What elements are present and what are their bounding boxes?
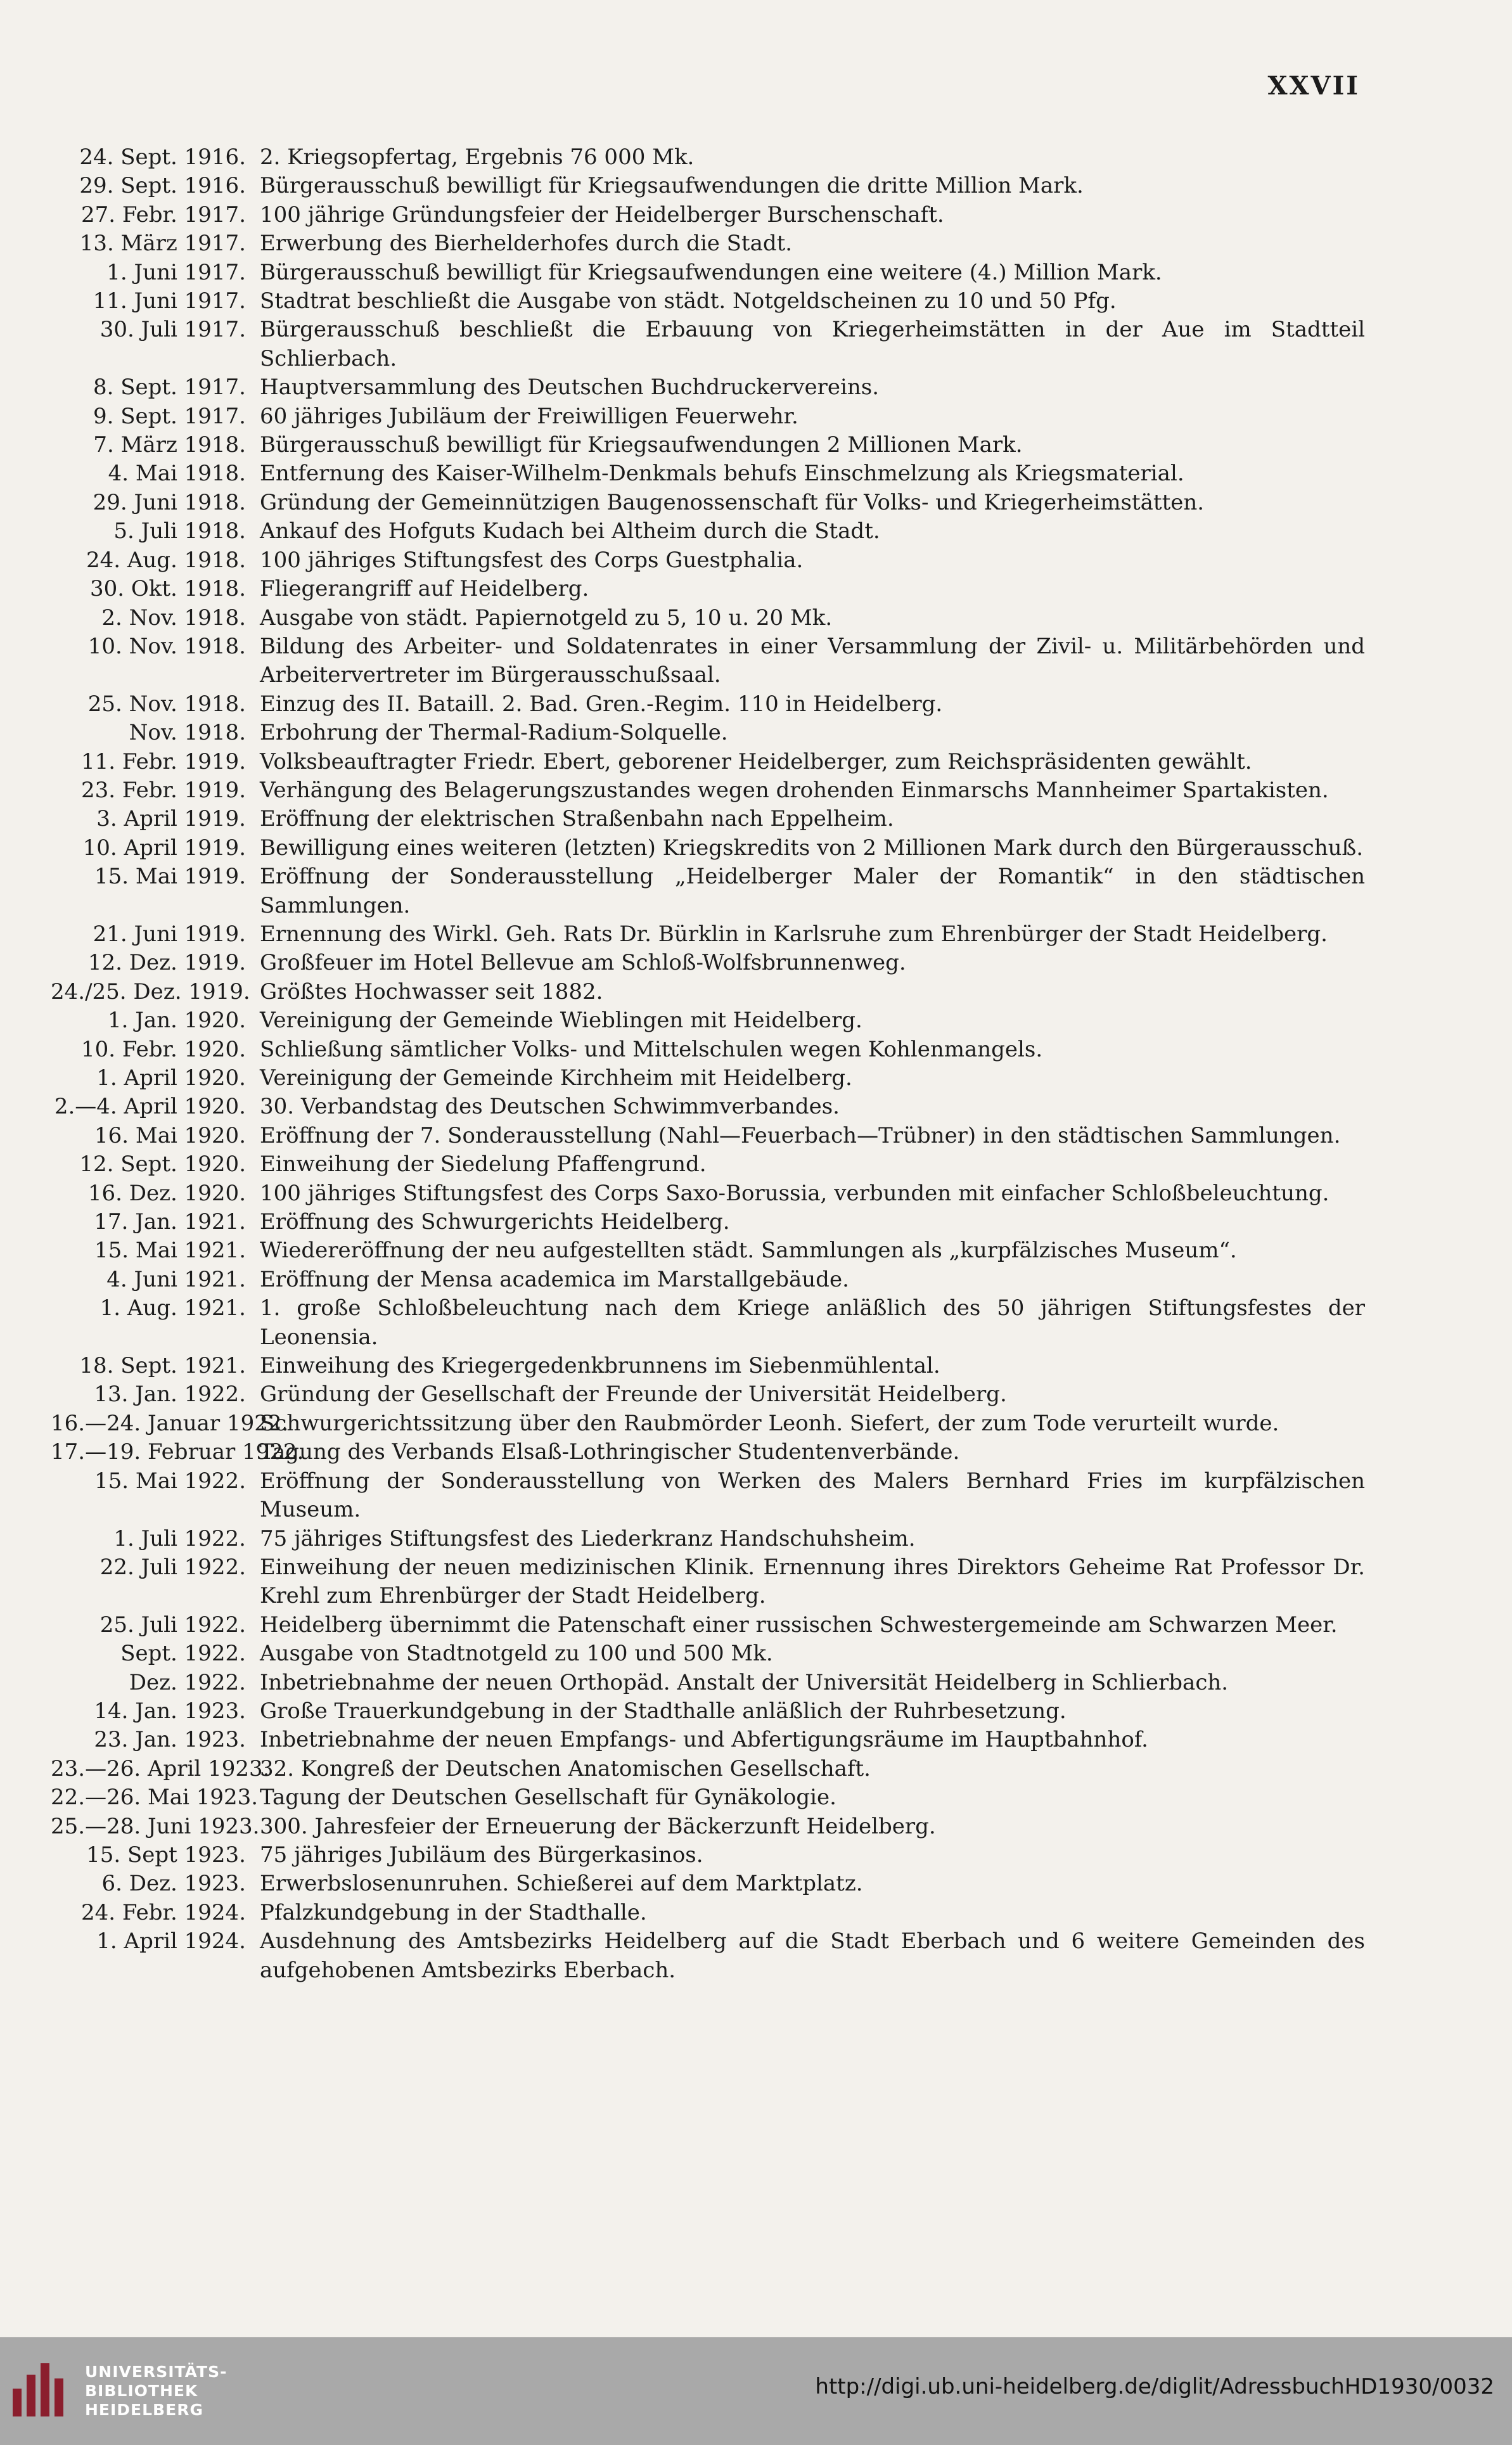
chronicle-entry bbox=[51, 1553, 1369, 1611]
chronicle-entry bbox=[51, 863, 1369, 920]
chronicle-entry bbox=[51, 1438, 1369, 1466]
entry-text: Einzug des II. Bataill. 2. Bad. Gren.-Regim. 110 in Heidelberg. bbox=[260, 691, 943, 717]
chronicle-entry bbox=[51, 978, 1369, 1006]
chronicle-entry bbox=[51, 1755, 1369, 1783]
chronicle-entry bbox=[51, 287, 1369, 316]
entry-date: 15. Sept 1923. bbox=[86, 1842, 246, 1868]
entry-date: 11. Febr. 1919. bbox=[81, 748, 246, 774]
chronicle-entry bbox=[51, 1525, 1369, 1553]
chronicle-entry bbox=[51, 748, 1369, 776]
chronicle-entry bbox=[51, 1179, 1369, 1208]
entry-text: Fliegerangriff auf Heidelberg. bbox=[260, 576, 589, 602]
chronicle-entry bbox=[51, 259, 1369, 287]
entry-date: 7. März 1918. bbox=[93, 432, 246, 458]
chronicle-entry bbox=[51, 517, 1369, 546]
footer-bar bbox=[0, 2337, 1512, 2445]
entry-date: Nov. 1918. bbox=[129, 720, 246, 746]
chronicle-entry bbox=[51, 920, 1369, 949]
chronicle-entry bbox=[51, 1093, 1369, 1121]
entry-date: 27. Febr. 1917. bbox=[81, 202, 246, 228]
chronicle-entry bbox=[51, 402, 1369, 431]
entry-text: 75 jähriges Jubiläum des Bürgerkasinos. bbox=[260, 1842, 703, 1868]
chronicle-entry bbox=[51, 1236, 1369, 1265]
entry-text: 100 jähriges Stiftungsfest des Corps Saxo-Borussia, verbunden mit einfacher Schloßbeleuchtung. bbox=[260, 1180, 1329, 1206]
entry-date: 4. Mai 1918. bbox=[108, 461, 246, 487]
chronicle-entry bbox=[51, 1467, 1369, 1525]
entry-text: Vereinigung der Gemeinde Wieblingen mit Heidelberg. bbox=[260, 1008, 862, 1034]
entry-date: 17.—19. Februar 1922. bbox=[51, 1439, 304, 1465]
chronicle-entry bbox=[51, 1899, 1369, 1927]
entry-text: Schließung sämtlicher Volks- und Mittelschulen wegen Kohlenmangels. bbox=[260, 1036, 1043, 1062]
entry-date: 2.—4. April 1920. bbox=[54, 1094, 246, 1120]
entry-date: 10. April 1919. bbox=[82, 835, 246, 861]
entry-date: 23.—26. April 1923. bbox=[51, 1755, 270, 1781]
entry-text: Ausgabe von Stadtnotgeld zu 100 und 500 Mk. bbox=[260, 1641, 773, 1667]
entry-text: Ankauf des Hofguts Kudach bei Altheim durch die Stadt. bbox=[260, 518, 880, 544]
chronicle-entry bbox=[51, 1726, 1369, 1754]
chronicle-entry bbox=[51, 1122, 1369, 1150]
entry-text: Inbetriebnahme der neuen Orthopäd. Anstalt der Universität Heidelberg in Schlierbach. bbox=[260, 1669, 1229, 1695]
entry-date: 1. April 1924. bbox=[96, 1928, 246, 1954]
chronicle-entry bbox=[51, 1783, 1369, 1812]
entry-date: 21. Juni 1919. bbox=[93, 921, 246, 947]
chronicle-entry bbox=[51, 459, 1369, 488]
entry-date: 25. Nov. 1918. bbox=[87, 691, 246, 717]
entry-date: 9. Sept. 1917. bbox=[93, 403, 246, 429]
entry-date: 17. Jan. 1921. bbox=[94, 1209, 246, 1235]
entry-date: 1. Juni 1917. bbox=[106, 259, 246, 285]
entry-date: 1. Jan. 1920. bbox=[108, 1008, 246, 1034]
chronicle-entry bbox=[51, 776, 1369, 805]
chronicle-entry bbox=[51, 316, 1369, 373]
chronicle-entry bbox=[51, 1611, 1369, 1640]
entry-date: 15. Mai 1919. bbox=[94, 864, 246, 890]
entry-text: Gründung der Gemeinnützigen Baugenossenschaft für Volks- und Kriegerheimstätten. bbox=[260, 489, 1205, 515]
chronicle-list bbox=[51, 143, 1369, 1985]
entry-text: Ernennung des Wirkl. Geh. Rats Dr. Bürklin in Karlsruhe zum Ehrenbürger der Stadt Heidelberg. bbox=[260, 921, 1328, 947]
entry-date: 13. März 1917. bbox=[79, 231, 246, 257]
entry-date: 25.—28. Juni 1923. bbox=[51, 1813, 260, 1839]
entry-text: Einweihung des Kriegergedenkbrunnens im Siebenmühlental. bbox=[260, 1353, 940, 1379]
entry-date: 22.—26. Mai 1923. bbox=[51, 1785, 259, 1811]
entry-text: Eröffnung der Sonderausstellung „Heidelberger Maler der Romantik“ in den städtischen Sammlungen. bbox=[260, 864, 1365, 918]
entry-date: 24. Febr. 1924. bbox=[81, 1899, 246, 1925]
entry-date: 13. Jan. 1922. bbox=[94, 1382, 246, 1408]
chronicle-entry bbox=[51, 1266, 1369, 1294]
entry-date: 1. Aug. 1921. bbox=[99, 1295, 246, 1321]
entry-text: Stadtrat beschließt die Ausgabe von städt. Notgeldscheinen zu 10 und 50 Pfg. bbox=[260, 288, 1117, 314]
entry-date: 18. Sept. 1921. bbox=[79, 1353, 246, 1379]
chronicle-entry bbox=[51, 834, 1369, 863]
chronicle-entry bbox=[51, 1640, 1369, 1668]
entry-text: Vereinigung der Gemeinde Kirchheim mit Heidelberg. bbox=[260, 1065, 852, 1091]
entry-text: Bürgerausschuß beschließt die Erbauung von Kriegerheimstätten in der Aue im Stadtteil Schlierbach. bbox=[260, 317, 1365, 371]
entry-date: 3. April 1919. bbox=[96, 806, 246, 832]
entry-text: Ausgabe von städt. Papiernotgeld zu 5, 10 u. 20 Mk. bbox=[260, 605, 833, 631]
entry-date: 23. Jan. 1923. bbox=[94, 1727, 246, 1753]
entry-text: Heidelberg übernimmt die Patenschaft einer russischen Schwestergemeinde am Schwarzen Meer. bbox=[260, 1612, 1338, 1638]
entry-text: Einweihung der Siedelung Pfaffengrund. bbox=[260, 1152, 707, 1178]
entry-text: Verhängung des Belagerungszustandes wegen drohenden Einmarschs Mannheimer Spartakisten. bbox=[260, 777, 1329, 803]
entry-text: Wiedereröffnung der neu aufgestellten städt. Sammlungen als „kurpfälzisches Museum“. bbox=[260, 1238, 1237, 1264]
entry-text: 60 jähriges Jubiläum der Freiwilligen Feuerwehr. bbox=[260, 403, 798, 429]
entry-text: Inbetriebnahme der neuen Empfangs- und Abfertigungsräume im Hauptbahnhof. bbox=[260, 1727, 1148, 1753]
entry-date: 1. Juli 1922. bbox=[113, 1525, 246, 1551]
entry-date: 10. Febr. 1920. bbox=[81, 1036, 246, 1062]
entry-date: 23. Febr. 1919. bbox=[81, 777, 246, 803]
chronicle-entry bbox=[51, 431, 1369, 459]
entry-text: Erwerbslosenunruhen. Schießerei auf dem Marktplatz. bbox=[260, 1871, 863, 1897]
entry-text: Eröffnung der Mensa academica im Marstallgebäude. bbox=[260, 1266, 849, 1292]
entry-text: 32. Kongreß der Deutschen Anatomischen Gesellschaft. bbox=[260, 1755, 871, 1781]
entry-text: Pfalzkundgebung in der Stadthalle. bbox=[260, 1899, 647, 1925]
chronicle-entry bbox=[51, 546, 1369, 575]
entry-text: 30. Verbandstag des Deutschen Schwimmverbandes. bbox=[260, 1094, 840, 1120]
entry-text: Bürgerausschuß bewilligt für Kriegsaufwendungen eine weitere (4.) Million Mark. bbox=[260, 259, 1162, 285]
entry-date: 15. Mai 1921. bbox=[94, 1238, 246, 1264]
entry-text: 100 jährige Gründungsfeier der Heidelberger Burschenschaft. bbox=[260, 202, 944, 228]
entry-date: 1. April 1920. bbox=[96, 1065, 246, 1091]
page-number: XXVII bbox=[1267, 71, 1360, 101]
entry-text: Tagung der Deutschen Gesellschaft für Gynäkologie. bbox=[260, 1785, 836, 1811]
entry-date: 22. Juli 1922. bbox=[99, 1554, 246, 1580]
chronicle-entry bbox=[51, 1841, 1369, 1870]
entry-text: 2. Kriegsopfertag, Ergebnis 76 000 Mk. bbox=[260, 144, 695, 170]
entry-text: Einweihung der neuen medizinischen Klinik. Ernennung ihres Direktors Geheime Rat Professor Dr. Krehl zum Ehrenbürger der Stadt Heidelberg. bbox=[260, 1554, 1365, 1609]
chronicle-entry bbox=[51, 690, 1369, 719]
chronicle-entry bbox=[51, 575, 1369, 603]
chronicle-entry bbox=[51, 1006, 1369, 1035]
entry-text: Tagung des Verbands Elsaß-Lothringischer Studentenverbände. bbox=[260, 1439, 960, 1465]
chronicle-entry bbox=[51, 1150, 1369, 1179]
chronicle-entry bbox=[51, 1208, 1369, 1236]
entry-date: 16.—24. Januar 1922. bbox=[51, 1410, 289, 1436]
chronicle-entry bbox=[51, 1352, 1369, 1380]
chronicle-entry bbox=[51, 172, 1369, 200]
library-logo-icon bbox=[8, 2359, 71, 2423]
entry-date: 16. Dez. 1920. bbox=[87, 1180, 246, 1206]
entry-text: Großfeuer im Hotel Bellevue am Schloß-Wolfsbrunnenweg. bbox=[260, 950, 906, 976]
chronicle-entry bbox=[51, 201, 1369, 229]
chronicle-entry bbox=[51, 949, 1369, 977]
chronicle-entry bbox=[51, 373, 1369, 402]
chronicle-entry bbox=[51, 1927, 1369, 1985]
entry-text: Gründung der Gesellschaft der Freunde der Universität Heidelberg. bbox=[260, 1382, 1007, 1408]
entry-text: Eröffnung des Schwurgerichts Heidelberg. bbox=[260, 1209, 730, 1235]
entry-date: 24. Sept. 1916. bbox=[79, 144, 246, 170]
entry-date: 10. Nov. 1918. bbox=[87, 633, 246, 659]
logo-line: HEIDELBERG bbox=[85, 2401, 203, 2419]
entry-date: 15. Mai 1922. bbox=[94, 1468, 246, 1494]
chronicle-entry bbox=[51, 229, 1369, 258]
chronicle-entry bbox=[51, 1697, 1369, 1726]
chronicle-entry bbox=[51, 632, 1369, 690]
entry-date: 4. Juni 1921. bbox=[106, 1266, 246, 1292]
entry-date: 24. Aug. 1918. bbox=[86, 547, 246, 573]
source-url-link[interactable]: http://digi.ub.uni-heidelberg.de/diglit/AdressbuchHD1930/0032 bbox=[815, 2374, 1494, 2399]
entry-date: 12. Dez. 1919. bbox=[87, 950, 246, 976]
entry-date: 12. Sept. 1920. bbox=[79, 1152, 246, 1178]
entry-text: Bürgerausschuß bewilligt für Kriegsaufwendungen die dritte Million Mark. bbox=[260, 173, 1084, 199]
entry-text: Eröffnung der 7. Sonderausstellung (Nahl—Feuerbach—Trübner) in den städtischen Sammlungen. bbox=[260, 1122, 1341, 1148]
chronicle-entry bbox=[51, 1036, 1369, 1064]
entry-date: 2. Nov. 1918. bbox=[101, 605, 246, 631]
entry-date: 29. Juni 1918. bbox=[93, 489, 246, 515]
entry-date: 6. Dez. 1923. bbox=[101, 1871, 246, 1897]
entry-date: 30. Juli 1917. bbox=[99, 317, 246, 343]
entry-text: Erwerbung des Bierhelderhofes durch die Stadt. bbox=[260, 231, 793, 257]
entry-text: Volksbeauftragter Friedr. Ebert, geborener Heidelberger, zum Reichspräsidenten gewählt. bbox=[260, 748, 1252, 774]
entry-text: 1. große Schloßbeleuchtung nach dem Kriege anläßlich des 50 jährigen Stiftungsfestes der Leonensia. bbox=[260, 1295, 1365, 1350]
chronicle-entry bbox=[51, 1064, 1369, 1093]
entry-date: Dez. 1922. bbox=[129, 1669, 246, 1695]
chronicle-entry bbox=[51, 805, 1369, 833]
chronicle-entry bbox=[51, 604, 1369, 632]
chronicle-entry bbox=[51, 143, 1369, 172]
entry-text: Hauptversammlung des Deutschen Buchdruckervereins. bbox=[260, 375, 880, 401]
chronicle-entry bbox=[51, 1294, 1369, 1352]
entry-text: Bürgerausschuß bewilligt für Kriegsaufwendungen 2 Millionen Mark. bbox=[260, 432, 1023, 458]
logo-line: BIBLIOTHEK bbox=[85, 2382, 198, 2400]
entry-date: Sept. 1922. bbox=[120, 1641, 246, 1667]
entry-text: Bewilligung eines weiteren (letzten) Kriegskredits von 2 Millionen Mark durch den Bürgerausschuß. bbox=[260, 835, 1364, 861]
entry-date: 14. Jan. 1923. bbox=[94, 1698, 246, 1724]
chronicle-entry bbox=[51, 1380, 1369, 1409]
entry-text: Größtes Hochwasser seit 1882. bbox=[260, 979, 603, 1004]
entry-date: 29. Sept. 1916. bbox=[79, 173, 246, 199]
entry-text: 300. Jahresfeier der Erneuerung der Bäckerzunft Heidelberg. bbox=[260, 1813, 936, 1839]
entry-text: 100 jähriges Stiftungsfest des Corps Guestphalia. bbox=[260, 547, 804, 573]
entry-text: 75 jähriges Stiftungsfest des Liederkranz Handschuhsheim. bbox=[260, 1525, 916, 1551]
library-logo-text bbox=[85, 2363, 227, 2420]
entry-text: Entfernung des Kaiser-Wilhelm-Denkmals behufs Einschmelzung als Kriegsmaterial. bbox=[260, 461, 1184, 487]
logo-line: UNIVERSITÄTS- bbox=[85, 2363, 227, 2381]
entry-date: 5. Juli 1918. bbox=[113, 518, 246, 544]
chronicle-entry bbox=[51, 1870, 1369, 1898]
chronicle-entry bbox=[51, 1669, 1369, 1697]
entry-text: Eröffnung der elektrischen Straßenbahn nach Eppelheim. bbox=[260, 806, 894, 832]
chronicle-entry bbox=[51, 1813, 1369, 1841]
entry-text: Ausdehnung des Amtsbezirks Heidelberg auf die Stadt Eberbach und 6 weitere Gemeinden des aufgehobenen Amtsbezirks Eberbach. bbox=[260, 1928, 1365, 1983]
entry-text: Erbohrung der Thermal-Radium-Solquelle. bbox=[260, 720, 728, 746]
entry-date: 11. Juni 1917. bbox=[93, 288, 246, 314]
library-logo[interactable] bbox=[8, 2359, 227, 2423]
entry-date: 24./25. Dez. 1919. bbox=[51, 979, 250, 1004]
chronicle-entry bbox=[51, 489, 1369, 517]
entry-text: Bildung des Arbeiter- und Soldatenrates in einer Versammlung der Zivil- u. Militärbehörden und Arbeitervertreter im Bürgerausschußsaal. bbox=[260, 633, 1365, 688]
entry-text: Große Trauerkundgebung in der Stadthalle anläßlich der Ruhrbesetzung. bbox=[260, 1698, 1067, 1724]
entry-text: Eröffnung der Sonderausstellung von Werken des Malers Bernhard Fries im kurpfälzischen Museum. bbox=[260, 1468, 1365, 1523]
chronicle-entry bbox=[51, 1409, 1369, 1438]
entry-date: 25. Juli 1922. bbox=[99, 1612, 246, 1638]
chronicle-entry bbox=[51, 719, 1369, 747]
entry-date: 16. Mai 1920. bbox=[94, 1122, 246, 1148]
entry-date: 30. Okt. 1918. bbox=[90, 576, 246, 602]
entry-date: 8. Sept. 1917. bbox=[93, 375, 246, 401]
entry-text: Schwurgerichtssitzung über den Raubmörder Leonh. Siefert, der zum Tode verurteilt wurde. bbox=[260, 1410, 1279, 1436]
